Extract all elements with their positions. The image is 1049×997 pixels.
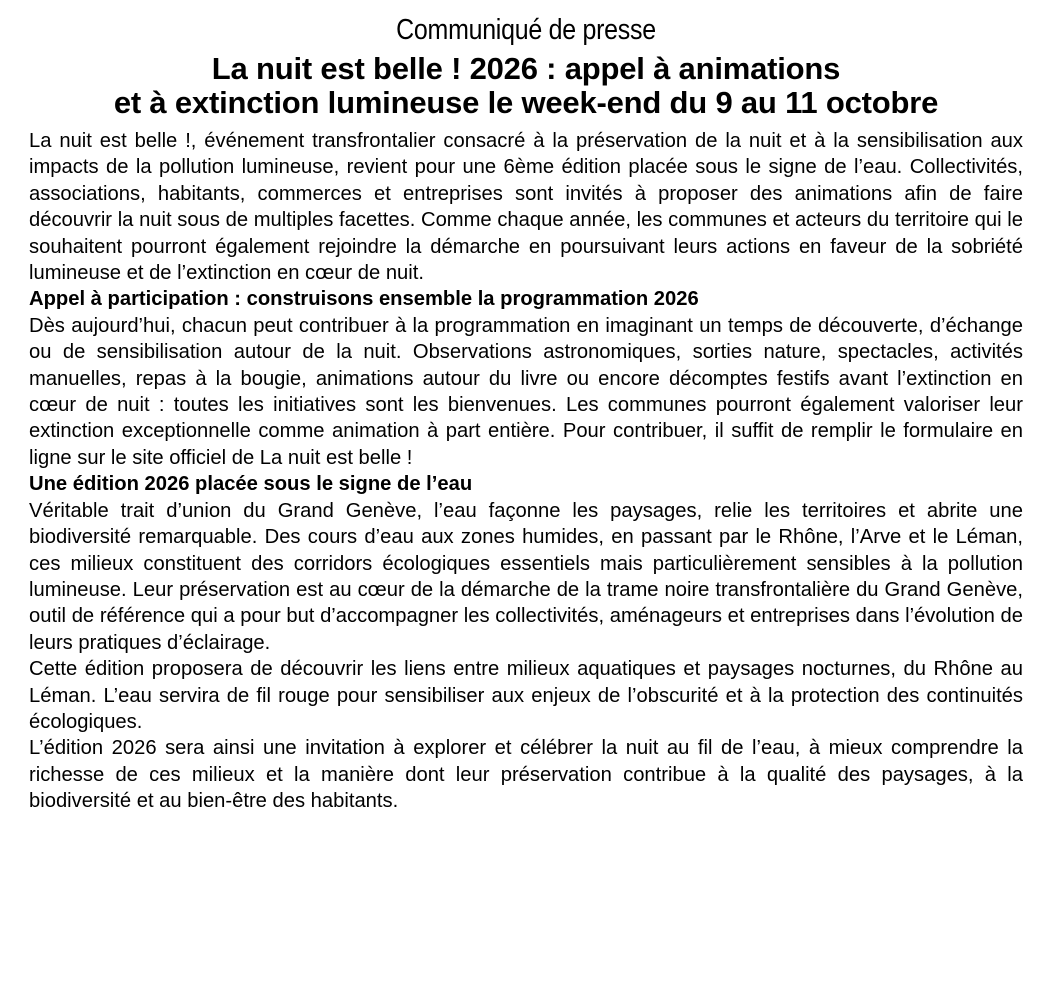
press-release-kicker: Communiqué de presse (396, 14, 656, 46)
eau-paragraph-2: Cette édition proposera de découvrir les liens entre milieux aquatiques et paysages nocturnes, du Rhône au Léman. L’eau servira de fil rouge pour sensibiliser aux enjeux de l’obscurité et à la protection des continuités écologiques. (29, 658, 1023, 733)
eau-heading: Une édition 2026 placée sous le signe de l’eau (29, 473, 473, 496)
intro-paragraph: La nuit est belle !, événement transfrontalier consacré à la préservation de la nuit et à la sensibilisation aux impacts de la pollution lumineuse, revient pour une 6ème édition placée sous le signe de l’eau. Collectivités, associations, habitants, commerces et entreprises sont invités à proposer des animations afin de faire découvrir la nuit sous de multiples facettes. Comme chaque année, les communes et acteurs du territoire qui le souhaitent pourront également rejoindre la démarche en poursuivant leurs actions en faveur de la sobriété lumineuse et de l’extinction en cœur de nuit. (29, 130, 1023, 285)
page-title (29, 52, 1023, 120)
appel-heading: Appel à participation : construisons ensemble la programmation 2026 (29, 288, 699, 311)
title-line-1: La nuit est belle ! 2026 : appel à animations (211, 51, 841, 86)
eau-paragraph-3: L’édition 2026 sera ainsi une invitation à explorer et célébrer la nuit au fil de l’eau, à mieux comprendre la richesse de ces milieux et la manière dont leur préservation contribue à la qualité des paysages, à la biodiversité et au bien-être des habitants. (29, 737, 1023, 813)
appel-paragraph: Dès aujourd’hui, chacun peut contribuer à la programmation en imaginant un temps de découverte, d’échange ou de sensibilisation autour de la nuit. Observations astronomiques, sorties nature, spectacles, activités manuelles, repas à la bougie, animations autour du livre ou encore décomptes festifs avant l’extinction en cœur de nuit : toutes les initiatives sont les bienvenues. Les communes pourront également valoriser leur extinction exceptionnelle comme animation à part entière. Pour contribuer, il suffit de remplir le formulaire en ligne sur le site officiel de La nuit est belle ! (29, 314, 1023, 469)
title-line-2: et à extinction lumineuse le week-end du 9 au 11 octobre (113, 85, 939, 120)
eau-paragraph-1: Véritable trait d’union du Grand Genève, l’eau façonne les paysages, relie les territoires et abrite une biodiversité remarquable. Des cours d’eau aux zones humides, en passant par le Rhône, l’Arve et le Léman, ces milieux constituent des corridors écologiques essentiels mais particulièrement sensibles à la pollution lumineuse. Leur préservation est au cœur de la démarche de la trame noire transfrontalière du Grand Genève, outil de référence qui a pour but d’accompagner les collectivités, aménageurs et entreprises dans l’évolution de leurs pratiques d’éclairage. (29, 499, 1023, 654)
press-release-body (29, 128, 1023, 815)
